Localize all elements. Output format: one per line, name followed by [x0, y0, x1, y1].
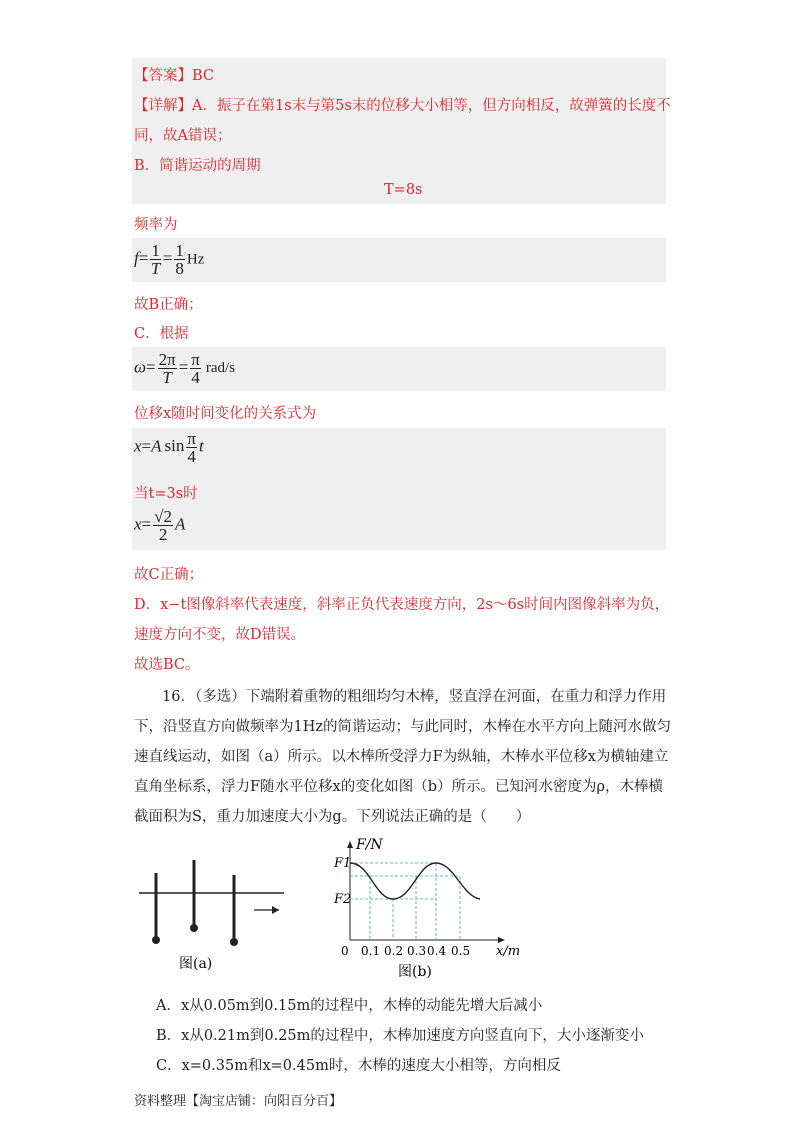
freq-frac-1	[150, 242, 161, 277]
option-c: C．x=0.35m和x=0.45m时，木棒的速度大小相等，方向相反	[156, 1058, 561, 1074]
freq-frac-2-den: 8	[175, 259, 184, 278]
c-correct: 故C正确；	[134, 567, 204, 583]
question-line-1: 16．（多选）下端附着重物的粗细均匀木棒，竖直浮在河面，在重力和浮力作用	[162, 689, 667, 705]
omega-frac-1-den: T	[162, 368, 172, 387]
period-equation: T=8s	[384, 182, 423, 198]
x-tick-0.2: 0.2	[384, 944, 404, 958]
question-line-3: 速直线运动，如图（a）所示。以木棒所受浮力F为纵轴，木棒水平位移x为横轴建立	[134, 749, 669, 765]
figure-a-caption: 图(a)	[179, 956, 213, 972]
freq-eq-1: =	[138, 248, 149, 268]
weight-3	[230, 938, 238, 946]
x3-frac	[153, 508, 173, 543]
disp-frac	[186, 430, 197, 465]
omega-frac-2-num: π	[191, 350, 200, 369]
x-tick-0.4: 0.4	[427, 944, 447, 958]
weight-2	[190, 924, 198, 932]
omega-eq-2: =	[178, 357, 189, 377]
question-line-4: 直角坐标系，浮力F随水平位移x的变化如图（b）所示。已知河水密度为ρ，木棒横	[134, 779, 664, 795]
x3-formula	[134, 508, 185, 543]
freq-frac-1-den: T	[150, 259, 161, 278]
figure-b-caption: 图(b)	[398, 964, 432, 980]
disp-sin: sin	[164, 436, 185, 456]
freq-formula	[134, 242, 204, 277]
x3-frac-num: √2	[154, 507, 172, 526]
shaded-block-2	[132, 238, 666, 282]
figure-b	[330, 832, 530, 980]
freq-label: 频率为	[134, 217, 178, 233]
detail-line-3: B．简谐运动的周期	[134, 158, 261, 174]
x-tick-0.5: 0.5	[451, 944, 471, 958]
x-axis-label: x/m	[496, 944, 521, 959]
disp-t: t	[198, 436, 204, 456]
question-line-5: 截面积为S，重力加速度大小为g。下列说法正确的是（ ）	[134, 809, 531, 825]
d-line-2: 速度方向不变，故D错误。	[134, 627, 306, 643]
disp-label: 位移x随时间变化的关系式为	[134, 406, 317, 422]
force-curve	[350, 863, 480, 899]
freq-unit: Hz	[186, 251, 205, 268]
disp-amplitude: A	[151, 436, 162, 456]
when-label: 当t=3s时	[134, 486, 198, 502]
y-tick-f2: F2	[334, 892, 352, 907]
detail-line-2: 同，故A错误；	[134, 128, 232, 144]
disp-frac-den: 4	[187, 447, 196, 466]
freq-frac-2	[174, 242, 185, 277]
option-b: B．x从0.21m到0.25m的过程中，木棒加速度方向竖直向下，大小逐渐变小	[156, 1028, 644, 1044]
omega-symbol: ω	[134, 357, 147, 377]
omega-formula	[134, 351, 235, 386]
x-tick-0: 0	[341, 944, 349, 958]
x3-amplitude: A	[174, 514, 186, 534]
b-correct: 故B正确；	[134, 297, 203, 313]
omega-frac-1-num: 2π	[158, 350, 176, 369]
d-line-1: D．x−t图像斜率代表速度，斜率正负代表速度方向，2s～6s时间内图像斜率为负，	[134, 597, 670, 613]
omega-frac-1	[158, 351, 177, 386]
weight-1	[152, 936, 160, 944]
x-tick-0.3: 0.3	[407, 944, 427, 958]
answer-line: 【答案】BC	[134, 68, 215, 84]
y-axis-arrow	[347, 841, 353, 848]
disp-formula	[134, 430, 204, 465]
freq-eq-2: =	[162, 248, 173, 268]
freq-symbol: f	[134, 248, 139, 268]
figure-a	[134, 855, 294, 980]
footer: 资料整理【淘宝店铺：向阳百分百】	[134, 1094, 343, 1109]
disp-lhs: x	[134, 436, 142, 456]
omega-frac-2-den: 4	[191, 368, 200, 387]
x-tick-0.1: 0.1	[361, 944, 381, 958]
detail-line-1: 【详解】A．振子在第1s末与第5s末的位移大小相等，但方向相反，故弹簧的长度不	[134, 98, 671, 114]
disp-frac-num: π	[187, 429, 196, 448]
c-label: C．根据	[134, 326, 189, 342]
option-a: A．x从0.05m到0.15m的过程中，木棒的动能先增大后减小	[156, 998, 543, 1014]
shaded-block-4	[132, 428, 666, 550]
freq-frac-2-num: 1	[175, 241, 184, 260]
disp-eq: =	[141, 436, 152, 456]
omega-frac-2	[190, 351, 201, 386]
x3-lhs: x	[134, 514, 142, 534]
omega-eq-1: =	[146, 357, 156, 377]
y-axis-label: F/N	[356, 837, 383, 853]
guide-lines	[350, 863, 460, 940]
y-tick-f1: F1	[334, 856, 352, 871]
freq-frac-1-num: 1	[151, 241, 160, 260]
x-axis-arrow	[498, 937, 505, 943]
omega-unit: rad/s	[205, 360, 236, 377]
x3-eq: =	[141, 514, 152, 534]
question-line-2: 下，沿竖直方向做频率为1Hz的简谐运动；与此同时，木棒在水平方向上随河水做匀	[134, 719, 672, 735]
flow-arrow-head	[272, 906, 279, 914]
choose-line: 故选BC。	[134, 657, 200, 673]
x3-frac-den: 2	[158, 525, 168, 544]
